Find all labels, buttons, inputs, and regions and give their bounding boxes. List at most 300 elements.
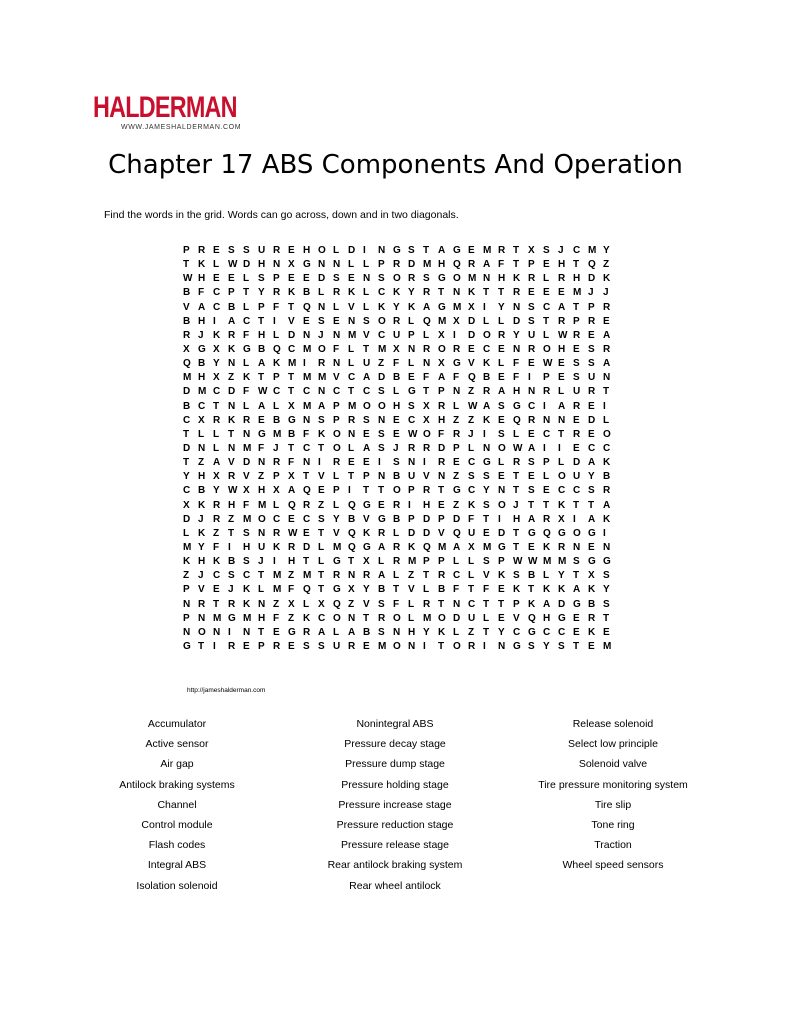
grid-letter[interactable]: E	[588, 541, 595, 553]
grid-letter[interactable]: J	[468, 428, 474, 440]
grid-letter[interactable]: P	[183, 612, 190, 624]
grid-letter[interactable]: K	[498, 570, 506, 582]
grid-letter[interactable]: I	[273, 556, 276, 568]
grid-letter[interactable]: M	[603, 640, 612, 652]
grid-letter[interactable]: U	[573, 471, 581, 483]
grid-letter[interactable]: L	[318, 556, 325, 568]
grid-letter[interactable]: H	[243, 541, 251, 553]
grid-letter[interactable]: Y	[423, 626, 430, 638]
grid-letter[interactable]: K	[588, 584, 596, 596]
grid-letter[interactable]: M	[438, 315, 447, 327]
grid-letter[interactable]: L	[498, 358, 505, 370]
grid-letter[interactable]: C	[468, 457, 476, 469]
grid-letter[interactable]: R	[558, 541, 566, 553]
grid-letter[interactable]: V	[363, 513, 370, 525]
grid-letter[interactable]: T	[363, 343, 370, 355]
grid-letter[interactable]: E	[288, 245, 295, 256]
grid-letter[interactable]: G	[558, 527, 566, 539]
grid-letter[interactable]: T	[348, 386, 355, 398]
grid-letter[interactable]: E	[528, 541, 535, 553]
grid-letter[interactable]: L	[213, 428, 220, 440]
grid-letter[interactable]: L	[558, 386, 565, 398]
grid-letter[interactable]: G	[438, 273, 446, 285]
grid-letter[interactable]: E	[408, 372, 415, 384]
grid-letter[interactable]: C	[588, 442, 596, 454]
grid-letter[interactable]: L	[423, 584, 430, 596]
grid-letter[interactable]: L	[183, 527, 190, 539]
grid-letter[interactable]: L	[333, 471, 340, 483]
grid-letter[interactable]: E	[213, 273, 220, 285]
grid-letter[interactable]: K	[513, 273, 521, 285]
grid-letter[interactable]: E	[528, 428, 535, 440]
grid-letter[interactable]: H	[228, 499, 236, 511]
grid-letter[interactable]: L	[333, 245, 340, 256]
grid-letter[interactable]: J	[228, 584, 234, 596]
grid-letter[interactable]: R	[393, 259, 401, 271]
grid-letter[interactable]: N	[348, 428, 356, 440]
grid-letter[interactable]: E	[543, 485, 550, 497]
grid-letter[interactable]: S	[378, 442, 385, 454]
grid-letter[interactable]: I	[573, 513, 576, 525]
grid-letter[interactable]: G	[363, 499, 371, 511]
grid-letter[interactable]: R	[438, 570, 446, 582]
grid-letter[interactable]: Z	[228, 372, 235, 384]
grid-letter[interactable]: J	[603, 287, 609, 299]
grid-letter[interactable]: K	[198, 259, 206, 271]
grid-letter[interactable]: S	[228, 570, 235, 582]
grid-letter[interactable]: N	[333, 259, 341, 271]
grid-letter[interactable]: L	[198, 428, 205, 440]
grid-letter[interactable]: D	[588, 273, 596, 285]
grid-letter[interactable]: W	[228, 485, 238, 497]
grid-letter[interactable]: R	[393, 315, 401, 327]
grid-letter[interactable]: N	[483, 442, 491, 454]
grid-letter[interactable]: J	[198, 329, 204, 341]
grid-letter[interactable]: G	[408, 386, 416, 398]
grid-letter[interactable]: H	[423, 499, 431, 511]
grid-letter[interactable]: N	[243, 626, 251, 638]
grid-letter[interactable]: A	[318, 400, 326, 412]
grid-letter[interactable]: T	[258, 315, 265, 327]
grid-letter[interactable]: K	[483, 358, 491, 370]
grid-letter[interactable]: O	[603, 428, 611, 440]
grid-letter[interactable]: L	[303, 598, 310, 610]
grid-letter[interactable]: O	[573, 527, 581, 539]
grid-letter[interactable]: D	[423, 527, 431, 539]
grid-letter[interactable]: P	[423, 556, 430, 568]
grid-letter[interactable]: G	[288, 414, 296, 426]
grid-letter[interactable]: L	[453, 626, 460, 638]
grid-letter[interactable]: H	[513, 513, 521, 525]
grid-letter[interactable]: M	[303, 400, 312, 412]
grid-letter[interactable]: F	[243, 386, 250, 398]
grid-letter[interactable]: L	[243, 301, 250, 313]
grid-letter[interactable]: T	[573, 640, 580, 652]
grid-letter[interactable]: C	[243, 315, 251, 327]
grid-letter[interactable]: F	[453, 372, 460, 384]
grid-letter[interactable]: S	[603, 570, 610, 582]
grid-letter[interactable]: B	[198, 358, 206, 370]
grid-letter[interactable]: S	[333, 273, 340, 285]
grid-letter[interactable]: P	[528, 259, 535, 271]
grid-letter[interactable]: D	[378, 372, 386, 384]
grid-letter[interactable]: S	[528, 485, 535, 497]
grid-letter[interactable]: D	[513, 315, 521, 327]
grid-letter[interactable]: R	[513, 287, 521, 299]
grid-letter[interactable]: R	[438, 400, 446, 412]
grid-letter[interactable]: S	[318, 414, 325, 426]
grid-letter[interactable]: D	[288, 329, 296, 341]
grid-letter[interactable]: P	[588, 301, 595, 313]
grid-letter[interactable]: O	[423, 428, 431, 440]
grid-letter[interactable]: R	[468, 259, 476, 271]
grid-letter[interactable]: P	[183, 245, 190, 256]
grid-letter[interactable]: C	[453, 570, 461, 582]
grid-letter[interactable]: O	[378, 315, 386, 327]
grid-letter[interactable]: L	[468, 556, 475, 568]
grid-letter[interactable]: D	[468, 329, 476, 341]
grid-letter[interactable]: R	[273, 527, 281, 539]
grid-letter[interactable]: T	[513, 471, 520, 483]
grid-letter[interactable]: X	[213, 343, 220, 355]
grid-letter[interactable]: F	[468, 513, 475, 525]
grid-letter[interactable]: R	[273, 245, 281, 256]
grid-letter[interactable]: G	[393, 245, 401, 256]
grid-letter[interactable]: M	[183, 372, 192, 384]
grid-letter[interactable]: P	[498, 556, 505, 568]
grid-letter[interactable]: U	[468, 527, 476, 539]
grid-letter[interactable]: M	[423, 612, 432, 624]
grid-letter[interactable]: Y	[498, 301, 505, 313]
grid-letter[interactable]: R	[588, 315, 596, 327]
grid-letter[interactable]: I	[498, 513, 501, 525]
grid-letter[interactable]: N	[483, 273, 491, 285]
grid-letter[interactable]: F	[333, 343, 340, 355]
grid-letter[interactable]: Y	[603, 584, 610, 596]
grid-letter[interactable]: R	[408, 273, 416, 285]
grid-letter[interactable]: E	[528, 358, 535, 370]
grid-letter[interactable]: N	[408, 343, 416, 355]
grid-letter[interactable]: T	[573, 259, 580, 271]
grid-letter[interactable]: M	[243, 442, 252, 454]
grid-letter[interactable]: R	[378, 612, 386, 624]
grid-letter[interactable]: D	[318, 273, 326, 285]
grid-letter[interactable]: R	[468, 640, 476, 652]
grid-letter[interactable]: O	[543, 343, 551, 355]
grid-letter[interactable]: L	[273, 499, 280, 511]
grid-letter[interactable]: K	[393, 287, 401, 299]
grid-letter[interactable]: A	[483, 259, 491, 271]
grid-letter[interactable]: N	[423, 358, 431, 370]
grid-letter[interactable]: N	[183, 598, 191, 610]
grid-letter[interactable]: C	[183, 414, 191, 426]
grid-letter[interactable]: Y	[513, 329, 520, 341]
grid-letter[interactable]: E	[228, 273, 235, 285]
grid-letter[interactable]: P	[333, 400, 340, 412]
grid-letter[interactable]: P	[333, 414, 340, 426]
grid-letter[interactable]: D	[453, 612, 461, 624]
grid-letter[interactable]: A	[363, 372, 371, 384]
grid-letter[interactable]: R	[603, 343, 611, 355]
grid-letter[interactable]: E	[303, 315, 310, 327]
grid-letter[interactable]: D	[453, 513, 461, 525]
grid-letter[interactable]: B	[183, 400, 191, 412]
grid-letter[interactable]: B	[303, 287, 311, 299]
grid-letter[interactable]: S	[498, 428, 505, 440]
grid-letter[interactable]: C	[318, 612, 326, 624]
grid-letter[interactable]: P	[378, 259, 385, 271]
grid-letter[interactable]: P	[543, 457, 550, 469]
grid-letter[interactable]: T	[228, 527, 235, 539]
grid-letter[interactable]: T	[228, 428, 235, 440]
grid-letter[interactable]: W	[513, 442, 523, 454]
grid-letter[interactable]: J	[258, 556, 264, 568]
grid-letter[interactable]: T	[438, 598, 445, 610]
grid-letter[interactable]: A	[288, 485, 296, 497]
grid-letter[interactable]: E	[363, 457, 370, 469]
grid-letter[interactable]: G	[528, 527, 536, 539]
grid-letter[interactable]: O	[498, 442, 506, 454]
grid-letter[interactable]: S	[468, 471, 475, 483]
grid-letter[interactable]: E	[258, 414, 265, 426]
grid-letter[interactable]: N	[318, 301, 326, 313]
grid-letter[interactable]: N	[453, 287, 461, 299]
grid-letter[interactable]: R	[288, 541, 296, 553]
grid-letter[interactable]: Q	[453, 527, 461, 539]
grid-letter[interactable]: I	[558, 442, 561, 454]
grid-letter[interactable]: S	[378, 386, 385, 398]
grid-letter[interactable]: R	[303, 626, 311, 638]
grid-letter[interactable]: E	[318, 485, 325, 497]
grid-letter[interactable]: N	[303, 414, 311, 426]
grid-letter[interactable]: A	[378, 570, 386, 582]
grid-letter[interactable]: N	[258, 527, 266, 539]
grid-letter[interactable]: M	[543, 556, 552, 568]
grid-letter[interactable]: R	[198, 245, 206, 256]
grid-letter[interactable]: K	[378, 301, 386, 313]
grid-letter[interactable]: K	[438, 626, 446, 638]
grid-letter[interactable]: S	[483, 556, 490, 568]
grid-letter[interactable]: P	[258, 301, 265, 313]
grid-letter[interactable]: Q	[333, 598, 341, 610]
grid-letter[interactable]: A	[528, 513, 536, 525]
grid-letter[interactable]: O	[498, 499, 506, 511]
grid-letter[interactable]: C	[213, 287, 221, 299]
grid-letter[interactable]: B	[438, 584, 446, 596]
grid-letter[interactable]: L	[543, 273, 550, 285]
grid-letter[interactable]: M	[318, 372, 327, 384]
grid-letter[interactable]: Y	[558, 570, 565, 582]
grid-letter[interactable]: L	[318, 541, 325, 553]
grid-letter[interactable]: A	[573, 584, 581, 596]
grid-letter[interactable]: R	[603, 485, 611, 497]
grid-letter[interactable]: S	[258, 273, 265, 285]
grid-letter[interactable]: T	[543, 315, 550, 327]
grid-letter[interactable]: O	[258, 513, 266, 525]
grid-letter[interactable]: X	[288, 400, 295, 412]
grid-letter[interactable]: W	[528, 556, 538, 568]
grid-letter[interactable]: Q	[543, 527, 551, 539]
grid-letter[interactable]: L	[348, 442, 355, 454]
grid-letter[interactable]: L	[393, 527, 400, 539]
grid-letter[interactable]: T	[423, 245, 430, 256]
grid-letter[interactable]: N	[498, 640, 506, 652]
grid-letter[interactable]: C	[378, 329, 386, 341]
grid-letter[interactable]: V	[513, 612, 520, 624]
grid-letter[interactable]: F	[513, 372, 520, 384]
grid-letter[interactable]: M	[303, 343, 312, 355]
grid-letter[interactable]: F	[453, 584, 460, 596]
grid-letter[interactable]: N	[213, 626, 221, 638]
grid-letter[interactable]: H	[558, 259, 566, 271]
grid-letter[interactable]: O	[318, 343, 326, 355]
grid-letter[interactable]: L	[483, 315, 490, 327]
grid-letter[interactable]: I	[273, 315, 276, 327]
grid-letter[interactable]: T	[318, 527, 325, 539]
grid-letter[interactable]: Y	[333, 513, 340, 525]
grid-letter[interactable]: G	[528, 626, 536, 638]
grid-letter[interactable]: N	[228, 442, 236, 454]
grid-letter[interactable]: R	[573, 428, 581, 440]
grid-letter[interactable]: T	[348, 471, 355, 483]
website-link[interactable]: http://jameshalderman.com	[187, 687, 266, 694]
grid-letter[interactable]: Q	[288, 499, 296, 511]
grid-letter[interactable]: X	[213, 372, 220, 384]
grid-letter[interactable]: L	[603, 414, 610, 426]
grid-letter[interactable]: F	[243, 499, 250, 511]
grid-letter[interactable]: R	[543, 386, 551, 398]
grid-letter[interactable]: X	[318, 598, 325, 610]
grid-letter[interactable]: G	[453, 358, 461, 370]
grid-letter[interactable]: K	[513, 584, 521, 596]
grid-letter[interactable]: R	[408, 442, 416, 454]
grid-letter[interactable]: M	[258, 499, 267, 511]
grid-letter[interactable]: P	[273, 273, 280, 285]
grid-letter[interactable]: H	[258, 612, 266, 624]
grid-letter[interactable]: P	[273, 471, 280, 483]
grid-letter[interactable]: P	[183, 584, 190, 596]
grid-letter[interactable]: E	[468, 245, 475, 256]
grid-letter[interactable]: A	[483, 400, 491, 412]
grid-letter[interactable]: N	[348, 570, 356, 582]
grid-letter[interactable]: I	[423, 457, 426, 469]
grid-letter[interactable]: O	[438, 343, 446, 355]
grid-letter[interactable]: N	[273, 259, 281, 271]
grid-letter[interactable]: E	[498, 612, 505, 624]
grid-letter[interactable]: C	[378, 287, 386, 299]
grid-letter[interactable]: E	[243, 640, 250, 652]
grid-letter[interactable]: Y	[213, 485, 220, 497]
grid-letter[interactable]: R	[333, 570, 341, 582]
grid-letter[interactable]: M	[408, 556, 417, 568]
grid-letter[interactable]: G	[513, 400, 521, 412]
grid-letter[interactable]: V	[468, 358, 475, 370]
grid-letter[interactable]: N	[363, 273, 371, 285]
grid-letter[interactable]: G	[498, 541, 506, 553]
grid-letter[interactable]: E	[558, 358, 565, 370]
grid-letter[interactable]: I	[228, 626, 231, 638]
grid-letter[interactable]: S	[303, 640, 310, 652]
grid-letter[interactable]: T	[483, 626, 490, 638]
grid-letter[interactable]: Z	[288, 570, 295, 582]
grid-letter[interactable]: C	[513, 626, 521, 638]
grid-letter[interactable]: T	[303, 556, 310, 568]
grid-letter[interactable]: F	[303, 428, 310, 440]
grid-letter[interactable]: D	[183, 386, 191, 398]
grid-letter[interactable]: E	[558, 287, 565, 299]
grid-letter[interactable]: H	[393, 400, 401, 412]
grid-letter[interactable]: A	[588, 457, 596, 469]
grid-letter[interactable]: D	[183, 442, 191, 454]
grid-letter[interactable]: R	[228, 640, 236, 652]
grid-letter[interactable]: K	[543, 584, 551, 596]
grid-letter[interactable]: W	[288, 527, 298, 539]
grid-letter[interactable]: K	[528, 598, 536, 610]
grid-letter[interactable]: K	[213, 556, 221, 568]
grid-letter[interactable]: E	[288, 513, 295, 525]
grid-letter[interactable]: B	[393, 471, 401, 483]
grid-letter[interactable]: S	[588, 358, 595, 370]
grid-letter[interactable]: M	[273, 584, 282, 596]
grid-letter[interactable]: Y	[588, 471, 595, 483]
grid-letter[interactable]: N	[318, 386, 326, 398]
grid-letter[interactable]: C	[363, 386, 371, 398]
grid-letter[interactable]: M	[438, 541, 447, 553]
grid-letter[interactable]: T	[483, 287, 490, 299]
grid-letter[interactable]: E	[528, 287, 535, 299]
grid-letter[interactable]: B	[258, 343, 266, 355]
grid-letter[interactable]: R	[588, 612, 596, 624]
grid-letter[interactable]: N	[198, 442, 206, 454]
grid-letter[interactable]: O	[393, 273, 401, 285]
grid-letter[interactable]: X	[273, 485, 280, 497]
grid-letter[interactable]: N	[378, 245, 386, 256]
grid-letter[interactable]: M	[213, 612, 222, 624]
grid-letter[interactable]: L	[408, 612, 415, 624]
grid-letter[interactable]: C	[213, 570, 221, 582]
grid-letter[interactable]: S	[378, 273, 385, 285]
grid-letter[interactable]: D	[498, 527, 506, 539]
grid-letter[interactable]: F	[288, 584, 295, 596]
grid-letter[interactable]: S	[363, 414, 370, 426]
grid-letter[interactable]: T	[468, 584, 475, 596]
grid-letter[interactable]: T	[288, 372, 295, 384]
grid-letter[interactable]: A	[198, 301, 206, 313]
grid-letter[interactable]: Z	[453, 471, 460, 483]
grid-letter[interactable]: G	[453, 485, 461, 497]
grid-letter[interactable]: C	[273, 513, 281, 525]
grid-letter[interactable]: K	[603, 457, 611, 469]
grid-letter[interactable]: K	[483, 414, 491, 426]
grid-letter[interactable]: O	[198, 626, 206, 638]
grid-letter[interactable]: L	[408, 358, 415, 370]
grid-letter[interactable]: Y	[198, 541, 205, 553]
grid-letter[interactable]: O	[378, 400, 386, 412]
grid-letter[interactable]: W	[408, 428, 418, 440]
grid-letter[interactable]: L	[543, 471, 550, 483]
grid-letter[interactable]: R	[318, 358, 326, 370]
grid-letter[interactable]: M	[348, 329, 357, 341]
grid-letter[interactable]: S	[528, 301, 535, 313]
grid-letter[interactable]: T	[498, 598, 505, 610]
grid-letter[interactable]: O	[453, 273, 461, 285]
grid-letter[interactable]: H	[258, 485, 266, 497]
grid-letter[interactable]: K	[603, 513, 611, 525]
grid-letter[interactable]: Y	[363, 584, 370, 596]
grid-letter[interactable]: Z	[258, 471, 265, 483]
grid-letter[interactable]: F	[513, 358, 520, 370]
grid-letter[interactable]: V	[333, 527, 340, 539]
